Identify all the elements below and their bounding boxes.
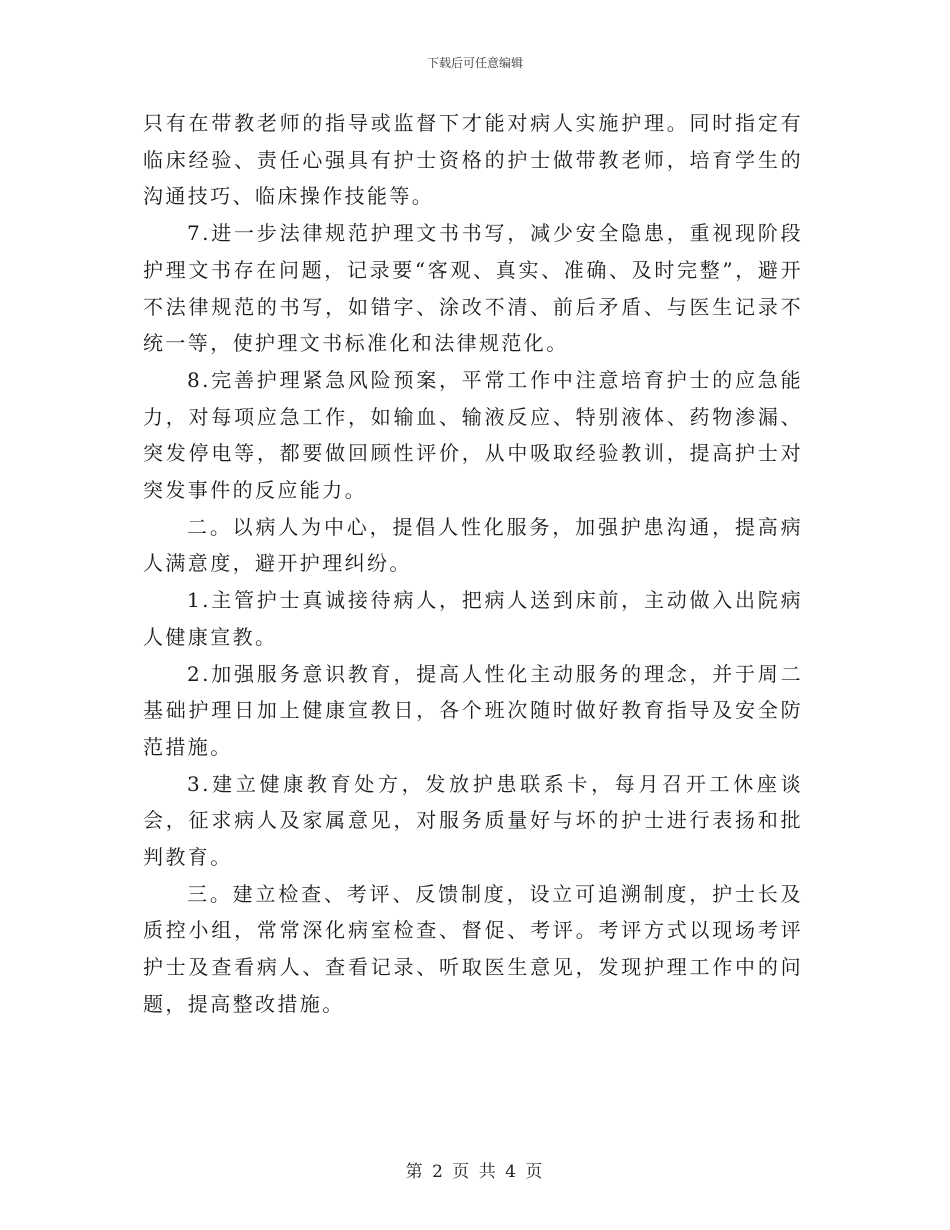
page-header: 下载后可任意编辑	[426, 56, 523, 70]
paragraph-item-3: 3.建立健康教育处方，发放护患联系卡，每月召开工休座谈会，征求病人及家属意见，对服务质量好与坏的护士进行表扬和批判教育。	[143, 771, 803, 870]
paragraph-item-7: 7.进一步法律规范护理文书书写，减少安全隐患，重视现阶段护理文书存在问题，记录要“客观、真实、准确、及时完整”，避开不法律规范的书写，如错字、涂改不清、前后矛盾、与医生记录不统一等，使护理文书标准化和法律规范化。	[143, 221, 803, 356]
document-body	[143, 105, 803, 1023]
paragraph-item-2: 2.加强服务意识教育，提高人性化主动服务的理念，并于周二基础护理日加上健康宣教日，各个班次随时做好教育指导及安全防范措施。	[143, 661, 803, 759]
page-footer: 第 2 页 共 4 页	[405, 1162, 545, 1182]
paragraph-continued: 只有在带教老师的指导或监督下才能对病人实施护理。同时指定有临床经验、责任心强具有护士资格的护士做带教老师，培育学生的沟通技巧、临床操作技能等。	[143, 111, 803, 209]
paragraph-item-8: 8.完善护理紧急风险预案，平常工作中注意培育护士的应急能力，对每项应急工作，如输血、输液反应、特别液体、药物渗漏、突发停电等，都要做回顾性评价，从中吸取经验教训，提高护士对突发事件的反应能力。	[143, 367, 803, 503]
section-heading-2: 二。以病人为中心，提倡人性化服务，加强护患沟通，提高病人满意度，避开护理纠纷。	[143, 514, 803, 576]
paragraph-item-1: 1.主管护士真诚接待病人，把病人送到床前，主动做入出院病人健康宣教。	[143, 588, 803, 649]
section-heading-3: 三。建立检查、考评、反馈制度，设立可追溯制度，护士长及质控小组，常常深化病室检查、督促、考评。考评方式以现场考评护士及查看病人、查看记录、听取医生意见，发现护理工作中的问题，提高整改措施。	[143, 881, 803, 1016]
